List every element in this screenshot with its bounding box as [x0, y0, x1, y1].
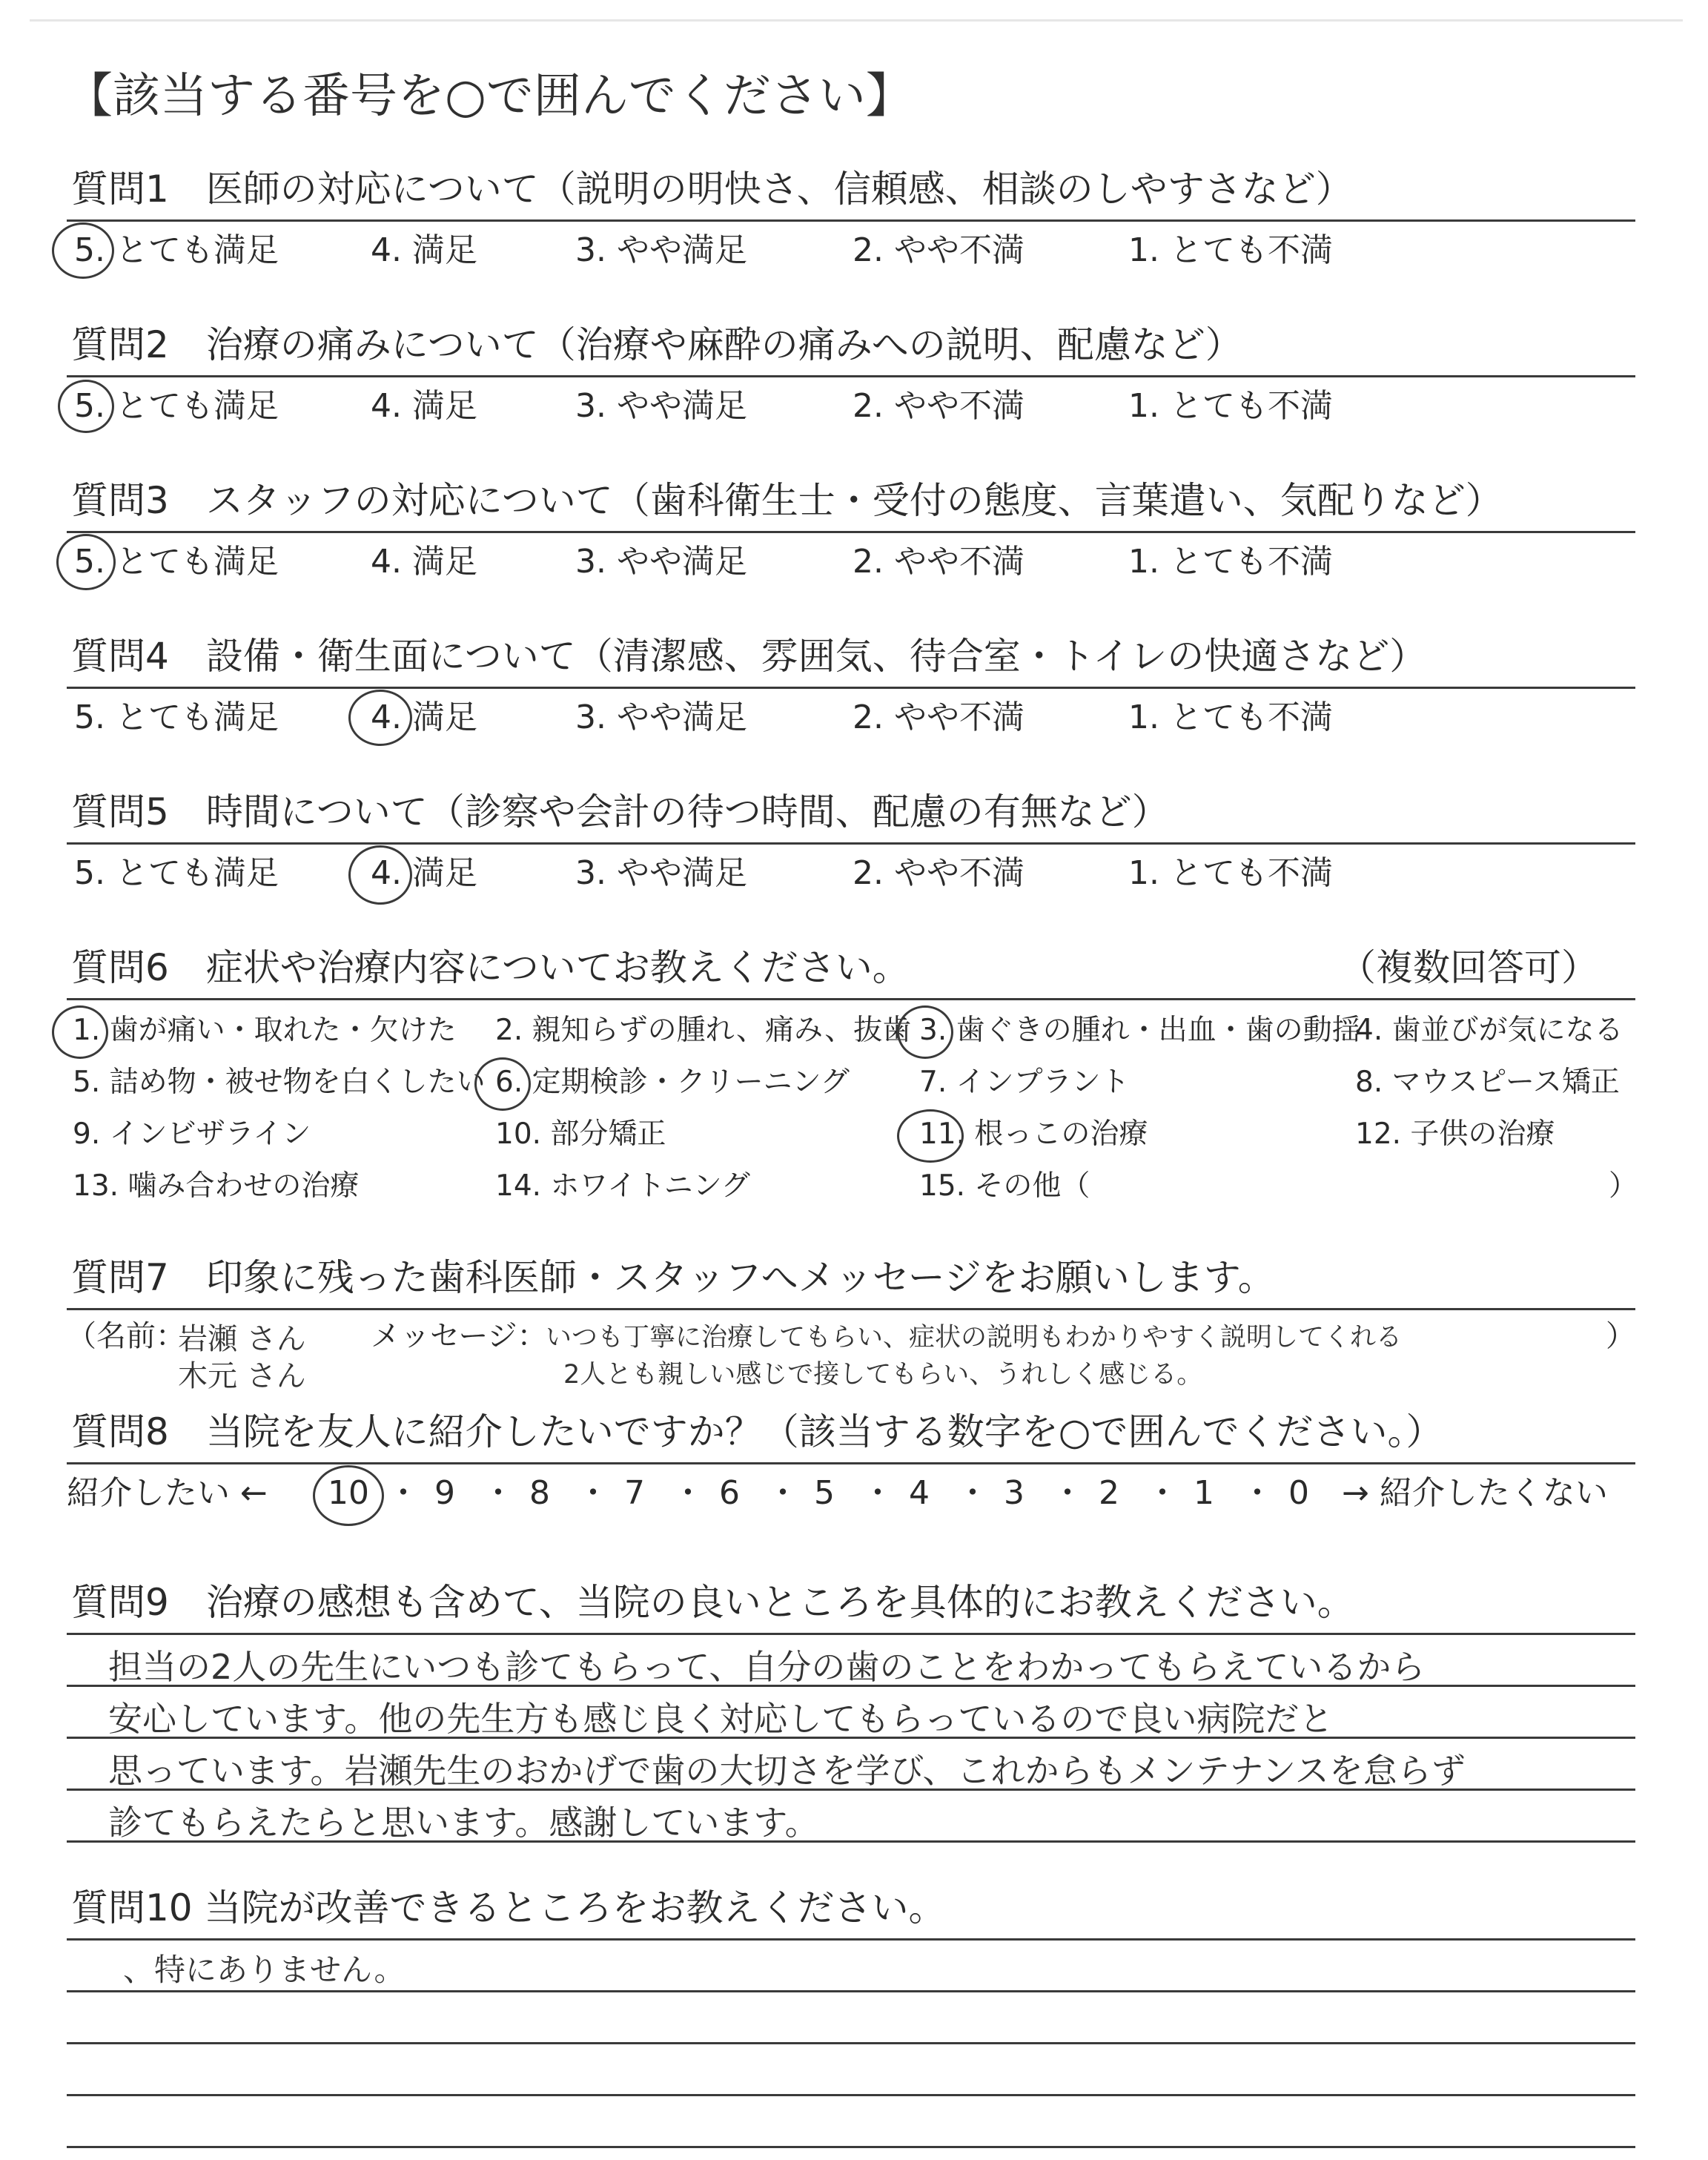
- choice-3[interactable]: 3. やや満足: [575, 698, 747, 736]
- rule: [67, 1308, 1635, 1310]
- selection-circle: [897, 1005, 953, 1059]
- scale-dot: ・: [482, 1474, 514, 1512]
- handwritten-answer: 担当の2人の先生にいつも診てもらって、自分の歯のことをわかってもらえているから: [108, 1647, 1426, 1687]
- rule: [67, 1938, 1635, 1941]
- name-close-paren: ）: [1606, 1319, 1635, 1353]
- choice-4[interactable]: 4. 満足: [371, 854, 477, 892]
- symptom-option[interactable]: 4. 歯並びが気になる: [1355, 1014, 1623, 1047]
- selection-circle: [56, 534, 116, 590]
- selection-circle: [348, 690, 412, 746]
- choice-2[interactable]: 2. やや不満: [853, 854, 1025, 892]
- choice-3[interactable]: 3. やや満足: [575, 543, 747, 581]
- other-close-paren: ）: [1609, 1169, 1638, 1203]
- symptom-option[interactable]: 11. 根っこの治療: [919, 1117, 1148, 1151]
- question-9: [67, 1578, 1635, 1845]
- rule: [67, 2146, 1635, 2148]
- scale-1[interactable]: 1: [1194, 1474, 1214, 1512]
- scale-dot: ・: [577, 1474, 609, 1512]
- choice-4[interactable]: 4. 満足: [371, 387, 477, 425]
- question-7: [67, 1253, 1635, 1401]
- symptom-option[interactable]: 7. インプラント: [919, 1066, 1130, 1099]
- question-6: [67, 943, 1638, 1225]
- name-label: （名前：: [67, 1319, 185, 1353]
- selection-circle: [52, 222, 114, 279]
- choice-1[interactable]: 1. とても不満: [1128, 854, 1333, 892]
- rule: [67, 1990, 1635, 1992]
- choice-2[interactable]: 2. やや不満: [853, 387, 1025, 425]
- symptom-option[interactable]: 8. マウスピース矯正: [1355, 1066, 1620, 1099]
- symptom-option[interactable]: 9. インビザライン: [73, 1117, 311, 1151]
- scale-8[interactable]: 8: [529, 1474, 550, 1512]
- choice-5[interactable]: 5. とても満足: [74, 387, 279, 425]
- choice-3[interactable]: 3. やや満足: [575, 387, 747, 425]
- question-heading: 質問7 印象に残った歯科医師・スタッフへメッセージをお願いします。: [71, 1256, 1275, 1299]
- scale-dot: ・: [387, 1474, 420, 1512]
- choice-5[interactable]: 5. とても満足: [74, 231, 279, 269]
- selection-circle: [52, 1005, 108, 1059]
- choice-4[interactable]: 4. 満足: [371, 698, 477, 736]
- choice-5[interactable]: 5. とても満足: [74, 854, 279, 892]
- scale-4[interactable]: 4: [909, 1474, 930, 1512]
- handwritten-message: いつも丁寧に治療してもらい、症状の説明もわかりやすく説明してくれる: [546, 1323, 1403, 1353]
- scale-dot: ・: [767, 1474, 799, 1512]
- scale-dot: ・: [1241, 1474, 1274, 1512]
- rule: [67, 687, 1635, 689]
- symptom-option[interactable]: 6. 定期検診・クリーニング: [495, 1066, 850, 1099]
- scale-9[interactable]: 9: [434, 1474, 455, 1512]
- handwritten-answer: 思っています。岩瀬先生のおかげで歯の大切さを学び、これからもメンテナンスを怠らず: [108, 1751, 1466, 1791]
- handwritten-message: 2人とも親しい感じで接してもらい、うれしく感じる。: [563, 1360, 1203, 1390]
- symptom-option[interactable]: 2. 親知らずの腫れ、痛み、抜歯: [495, 1014, 912, 1047]
- question-8: [67, 1407, 1635, 1533]
- choice-1[interactable]: 1. とても不満: [1128, 387, 1333, 425]
- rule: [67, 842, 1635, 845]
- rule: [67, 998, 1635, 1000]
- question-heading: 質問4 設備・衛生面について（清潔感、雰囲気、待合室・トイレの快適さなど）: [71, 635, 1427, 678]
- question-heading: 質問2 治療の痛みについて（治療や麻酔の痛みへの説明、配慮など）: [71, 323, 1242, 366]
- multiple-answer-note: （複数回答可）: [1339, 946, 1598, 989]
- question-2: [67, 320, 1635, 476]
- question-5: [67, 787, 1635, 943]
- question-10: [67, 1883, 1635, 2150]
- question-heading: 質問5 時間について（診察や会計の待つ時間、配慮の有無など）: [71, 790, 1169, 833]
- recommend-right-label: → 紹介したくない: [1342, 1474, 1608, 1512]
- choice-2[interactable]: 2. やや不満: [853, 698, 1025, 736]
- choice-4[interactable]: 4. 満足: [371, 543, 477, 581]
- choice-2[interactable]: 2. やや不満: [853, 543, 1025, 581]
- choice-5[interactable]: 5. とても満足: [74, 698, 279, 736]
- symptom-option[interactable]: 14. ホワイトニング: [495, 1169, 750, 1203]
- selection-circle: [474, 1057, 531, 1111]
- choice-1[interactable]: 1. とても不満: [1128, 231, 1333, 269]
- scale-dot: ・: [861, 1474, 894, 1512]
- scale-dot: ・: [1146, 1474, 1179, 1512]
- handwritten-name: 木元 さん: [178, 1359, 306, 1393]
- selection-circle: [897, 1109, 964, 1163]
- question-heading: 質問8 当院を友人に紹介したいですか？（該当する数字を○で囲んでください。）: [71, 1410, 1443, 1453]
- symptom-option[interactable]: 10. 部分矯正: [495, 1117, 666, 1151]
- rule: [67, 1462, 1635, 1464]
- question-3: [67, 476, 1635, 632]
- recommend-left-label: 紹介したい ←: [67, 1474, 268, 1512]
- question-heading: 質問1 医師の対応について（説明の明快さ、信頼感、相談のしやすさなど）: [71, 168, 1353, 211]
- scale-7[interactable]: 7: [624, 1474, 645, 1512]
- rule: [67, 375, 1635, 377]
- symptom-option[interactable]: 12. 子供の治療: [1355, 1117, 1555, 1151]
- message-label: メッセージ：: [371, 1319, 547, 1353]
- rule: [67, 2094, 1635, 2096]
- scale-dot: ・: [1051, 1474, 1084, 1512]
- question-4: [67, 632, 1635, 787]
- scale-dot: ・: [672, 1474, 704, 1512]
- choice-5[interactable]: 5. とても満足: [74, 543, 279, 581]
- choice-1[interactable]: 1. とても不満: [1128, 698, 1333, 736]
- scale-2[interactable]: 2: [1099, 1474, 1119, 1512]
- symptom-option[interactable]: 1. 歯が痛い・取れた・欠けた: [73, 1014, 457, 1047]
- handwritten-name: 岩瀬 さん: [178, 1322, 306, 1356]
- scale-3[interactable]: 3: [1004, 1474, 1025, 1512]
- scale-5[interactable]: 5: [814, 1474, 835, 1512]
- rule: [67, 2042, 1635, 2044]
- rule: [67, 531, 1635, 533]
- question-1: [67, 165, 1635, 320]
- scale-6[interactable]: 6: [719, 1474, 740, 1512]
- rule: [67, 1633, 1635, 1635]
- handwritten-answer: 安心しています。他の先生方も感じ良く対応してもらっているので良い病院だと: [108, 1699, 1334, 1739]
- scale-dot: ・: [956, 1474, 989, 1512]
- page-title: 【該当する番号を○で囲んでください】: [65, 69, 913, 124]
- rule: [67, 219, 1635, 222]
- handwritten-answer: 、特にありません。: [123, 1952, 406, 1988]
- symptom-option[interactable]: 13. 噛み合わせの治療: [73, 1169, 360, 1203]
- scale-0[interactable]: 0: [1288, 1474, 1309, 1512]
- symptom-option[interactable]: 5. 詰め物・被せ物を白くしたい: [73, 1066, 486, 1099]
- question-heading: 質問6 症状や治療内容についてお教えください。: [71, 946, 910, 989]
- symptom-option[interactable]: 15. その他（: [919, 1169, 1090, 1203]
- symptom-option[interactable]: 3. 歯ぐきの腫れ・出血・歯の動揺: [919, 1014, 1361, 1047]
- choice-4[interactable]: 4. 満足: [371, 231, 477, 269]
- selection-circle: [348, 845, 412, 905]
- scale-10[interactable]: 10: [328, 1474, 369, 1512]
- handwritten-answer: 診てもらえたらと思います。感謝しています。: [108, 1803, 819, 1843]
- choice-2[interactable]: 2. やや不満: [853, 231, 1025, 269]
- question-heading: 質問3 スタッフの対応について（歯科衛生士・受付の態度、言葉遣い、気配りなど）: [71, 479, 1503, 522]
- question-heading: 質問9 治療の感想も含めて、当院の良いところを具体的にお教えください。: [71, 1581, 1354, 1624]
- selection-circle: [313, 1465, 384, 1526]
- question-heading: 質問10 当院が改善できるところをお教えください。: [71, 1886, 946, 1929]
- top-border: [30, 19, 1683, 22]
- choice-3[interactable]: 3. やや満足: [575, 854, 747, 892]
- choice-1[interactable]: 1. とても不満: [1128, 543, 1333, 581]
- selection-circle: [58, 380, 114, 433]
- choice-3[interactable]: 3. やや満足: [575, 231, 747, 269]
